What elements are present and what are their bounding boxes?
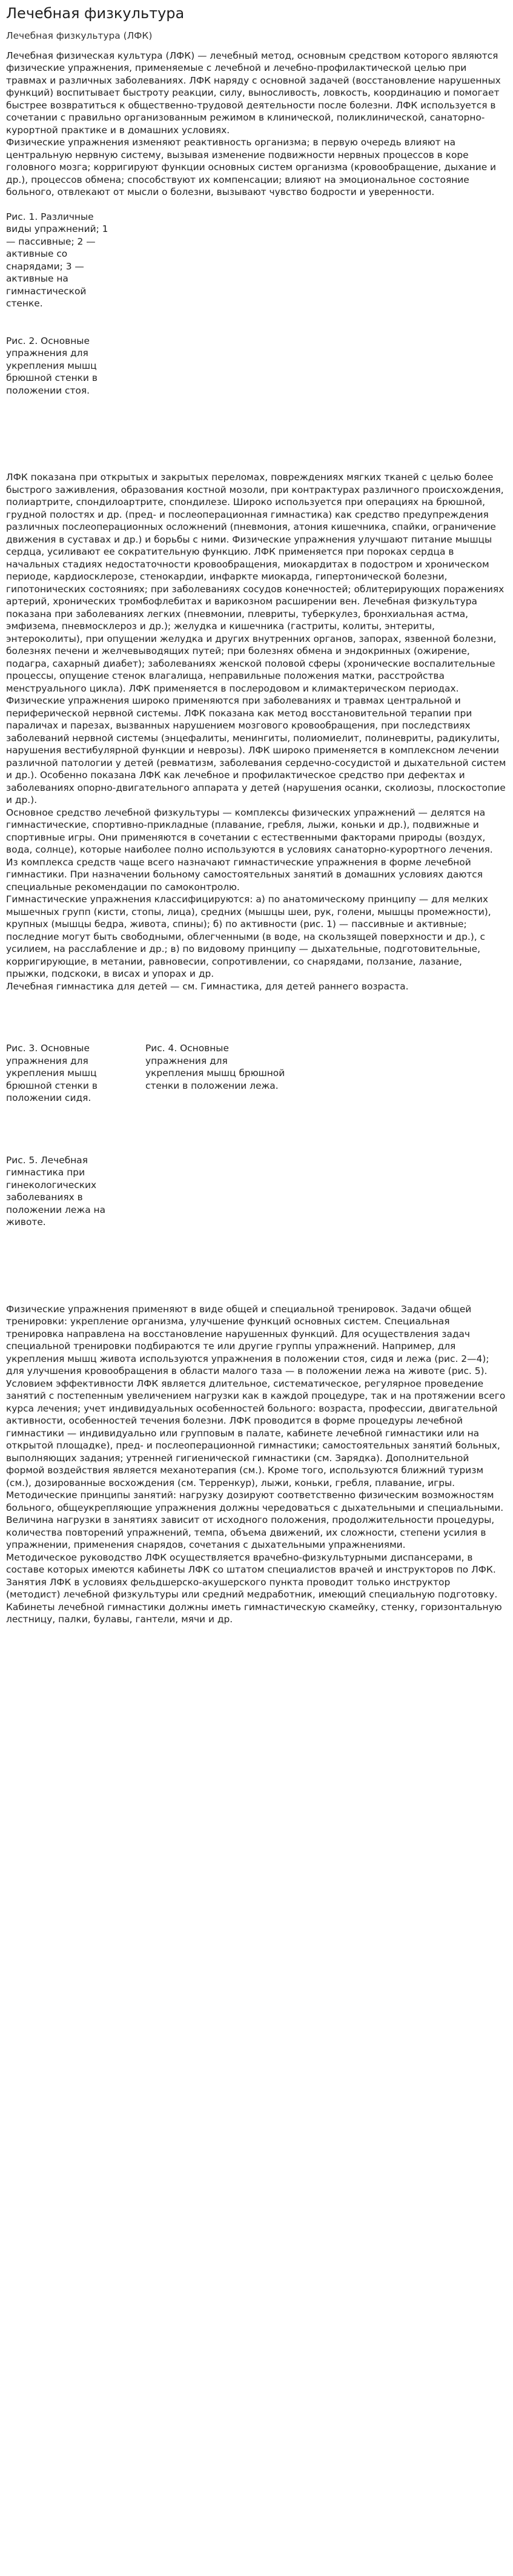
figure-captions-row xyxy=(6,1042,507,1105)
body-paragraph-7: Методические принципы занятий: нагрузку дозируют соответственно физическим возможностям больного, общеукрепляющие упражнения должны чередоваться с дыхательными и специальными. Величина нагрузки в занятиях зависит от исходного положения, продолжительности процедуры, количества повторений упражнений, темпа, объема движений, их сложности, степени усилия в упражнении, применения снарядов, сочетания с дыхательными упражнениями. xyxy=(6,1490,504,1550)
figure-1-caption: Рис. 1. Различные виды упражнений; 1 — пассивные; 2 — активные со снарядами; 3 — активные на гимнастической стенке. xyxy=(6,211,108,309)
figure-2-caption: Рис. 2. Основные упражнения для укрепления мышц брюшной стенки в положении стоя. xyxy=(6,335,98,396)
body-paragraph-5: Физические упражнения применяют в виде общей и специальной тренировок. Задачи общей тренировки: укрепление организма, улучшение функций основных систем. Специальная тренировка направлена на восстановление нарушенных функций. Для осуществления задач специальной тренировки подбираются те или другие группы упражнений. Например, для укрепления мышц живота используются упражнения в положении стоя, сидя и лежа (рис. 2—4); для улучшения кровообращения в области малого таза — в положении лежа на животе (рис. 5). xyxy=(6,1303,489,1376)
body-paragraph-1: ЛФК показана при открытых и закрытых переломах, повреждениях мягких тканей с целью более быстрого заживления, образования костной мозоли, при контрактурах различного происхождения, полиартрите, спондилоартрите, спондилезе. Широко используется при операциях на брюшной, грудной полостях и др. (пред- и послеоперационная гимнастика) как средство предупреждения различных послеоперационных осложнений (пневмония, атония кишечника, спайки, ограничение движения в суставах и др.) и борьбы с ними. Физические упражнения улучшают питание мышцы сердца, усиливают ее сократительную функцию. ЛФК применяется при пороках сердца в начальных стадиях недостаточности кровообращения, миокардитах в подостром и хроническом периоде, кардиосклерозе, стенокардии, инфаркте миокарда, гипертонической болезни, гипотонических состояниях; при заболеваниях сосудов конечностей; облитерирующих поражениях артерий, хронических тромбофлебитах и варикозном расширении вен. Лечебная физкультура показана при заболеваниях легких (пневмонии, плевриты, туберкулез, бронхиальная астма, эмфизема, пневмосклероз и др.); желудка и кишечника (гастриты, колиты, энтериты, энтероколиты), при опущении желудка и других внутренних органов, запорах, язвенной болезни, болезнях печени и желчевыводящих путей; при болезнях обмена и эндокринных (ожирение, подагра, сахарный диабет); заболеваниях женской половой сферы (хронические воспалительные процессы, опущение стенок влагалища, неправильные положения матки, расстройства менструального цикла). ЛФК применяется в послеродовом и климактерическом периодах. Физические упражнения широко применяются при заболеваниях и травмах центральной и периферической нервной системы. ЛФК показана как метод восстановительной терапии при параличах и парезах, вызванных нарушением мозгового кровообращения, при последствиях заболеваний нервной системы (энцефалиты, менингиты, полиомиелит, полиневриты, радикулиты, нарушения вестибулярной функции и неврозы). ЛФК широко применяется в комплексном лечении различной патологии у детей (ревматизм, заболевания сердечно-сосудистой и дыхательной систем и др.). Особенно показана ЛФК как лечебное и профилактическое средство при дефектах и заболеваниях опорно-двигательного аппарата у детей (нарушения осанки, сколиозы, плоскостопие и др.). xyxy=(6,472,506,805)
figure-4-caption: Рис. 4. Основные упражнения для укрепления мышц брюшной стенки в положении лежа. xyxy=(145,1043,285,1091)
body-paragraph-6: Условием эффективности ЛФК является длительное, систематическое, регулярное проведение занятий с постепенным увеличением нагрузки как в каждой процедуре, так и на протяжении всего курса лечения; учет индивидуальных особенностей больного: возраста, профессии, двигательной активности, особенностей течения болезни. ЛФК проводится в форме процедуры лечебной гимнастики — индивидуально или групповым в палате, кабинете лечебной гимнастики или на открытой площадке), пред- и послеоперационной гимнастики; самостоятельных занятий больных, выполняющих задания; утренней гигиенической гимнастики (см. Зарядка). Дополнительной формой воздействия является механотерапия (см.). Кроме того, используются ближний туризм (см.), дозированные восхождения (см. Терренкур), лыжи, коньки, гребля, плавание, игры. xyxy=(6,1378,506,1488)
figure-3-caption: Рис. 3. Основные упражнения для укрепления мышц брюшной стенки в положении сидя. xyxy=(6,1043,98,1103)
intro-paragraph-2: Физические упражнения изменяют реактивность организма; в первую очередь влияют на центральную нервную систему, вызывая изменение подвижности нервных процессов в коре головного мозга; корригируют функции основных систем организма (кровообращение, дыхание и др.), процессов обмена; способствуют их компенсации; влияют на эмоциональное состояние больного, отвлекают от мысли о болезни, вызывают чувство бодрости и уверенности. xyxy=(6,137,497,197)
body-paragraph-9: Занятия ЛФК в условиях фельдшерско-акушерского пункта проводит только инструктор (методист) лечебной физкультуры или средний медработник, имеющий специальную подготовку. Кабинеты лечебной гимнастики должны иметь гимнастическую скамейку, стенку, горизонтальную лестницу, палки, булавы, гантели, мячи и др. xyxy=(6,1576,502,1625)
body-paragraph-2: Основное средство лечебной физкультуры — комплексы физических упражнений — делятся на гимнастические, спортивно-прикладные (плавание, гребля, лыжи, коньки и др.), подвижные и спортивные игры. Они применяются в сочетании с естественными факторами природы (воздух, вода, солнце), которые наиболее полно используются в условиях санаторно-курортного лечения. Из комплекса средств чаще всего назначают гимнастические упражнения в форме лечебной гимнастики. При назначении больному самостоятельных занятий в домашних условиях даются специальные рекомендации по самоконтролю. xyxy=(6,807,493,893)
body-paragraph-8: Методическое руководство ЛФК осуществляется врачебно-физкультурными диспансерами, в составе которых имеются кабинеты ЛФК со штатом специалистов врачей и инструкторов по ЛФК. xyxy=(6,1551,496,1575)
body-paragraph-3: Гимнастические упражнения классифицируются: а) по анатомическому принципу — для мелких мышечных групп (кисти, стопы, лица), средних (мышцы шеи, рук, голени, мышцы промежности), крупных (мышцы бедра, живота, спины); б) по активности (рис. 1) — пассивные и активные; последние могут быть свободными, облегченными (в воде, на скользящей поверхности и др.), с усилием, на расслабление и др.; в) по видовому принципу — дыхательные, подготовительные, корригирующие, в метании, равновесии, сопротивлении, со снарядами, ползание, лазание, прыжки, подскоки, в висах и упорах и др. xyxy=(6,894,491,979)
page-title: Лечебная физкультура xyxy=(6,5,185,22)
body-paragraph-4: Лечебная гимнастика для детей — см. Гимнастика, для детей раннего возраста. xyxy=(6,980,409,992)
intro-paragraph-1: Лечебная физическая культура (ЛФК) — лечебный метод, основным средством которого являются физические упражнения, применяемые с лечебной и лечебно-профилактической целью при травмах и различных заболеваниях. ЛФК наряду с основной задачей (восстановление нарушенных функций) воспитывает быстроту реакции, силу, выносливость, ловкость, координацию и помогает быстрее возвратиться к общественно-трудовой деятельности после болезни. ЛФК используется в сочетании с правильно организованным режимом в клинической, поликлинической, санаторно-курортной практике и в домашних условиях. xyxy=(6,50,501,136)
figure-5-caption: Рис. 5. Лечебная гимнастика при гинекологических заболеваниях в положении лежа на животе. xyxy=(6,1154,106,1227)
article-subtitle: Лечебная физкультура (ЛФК) xyxy=(6,30,153,41)
